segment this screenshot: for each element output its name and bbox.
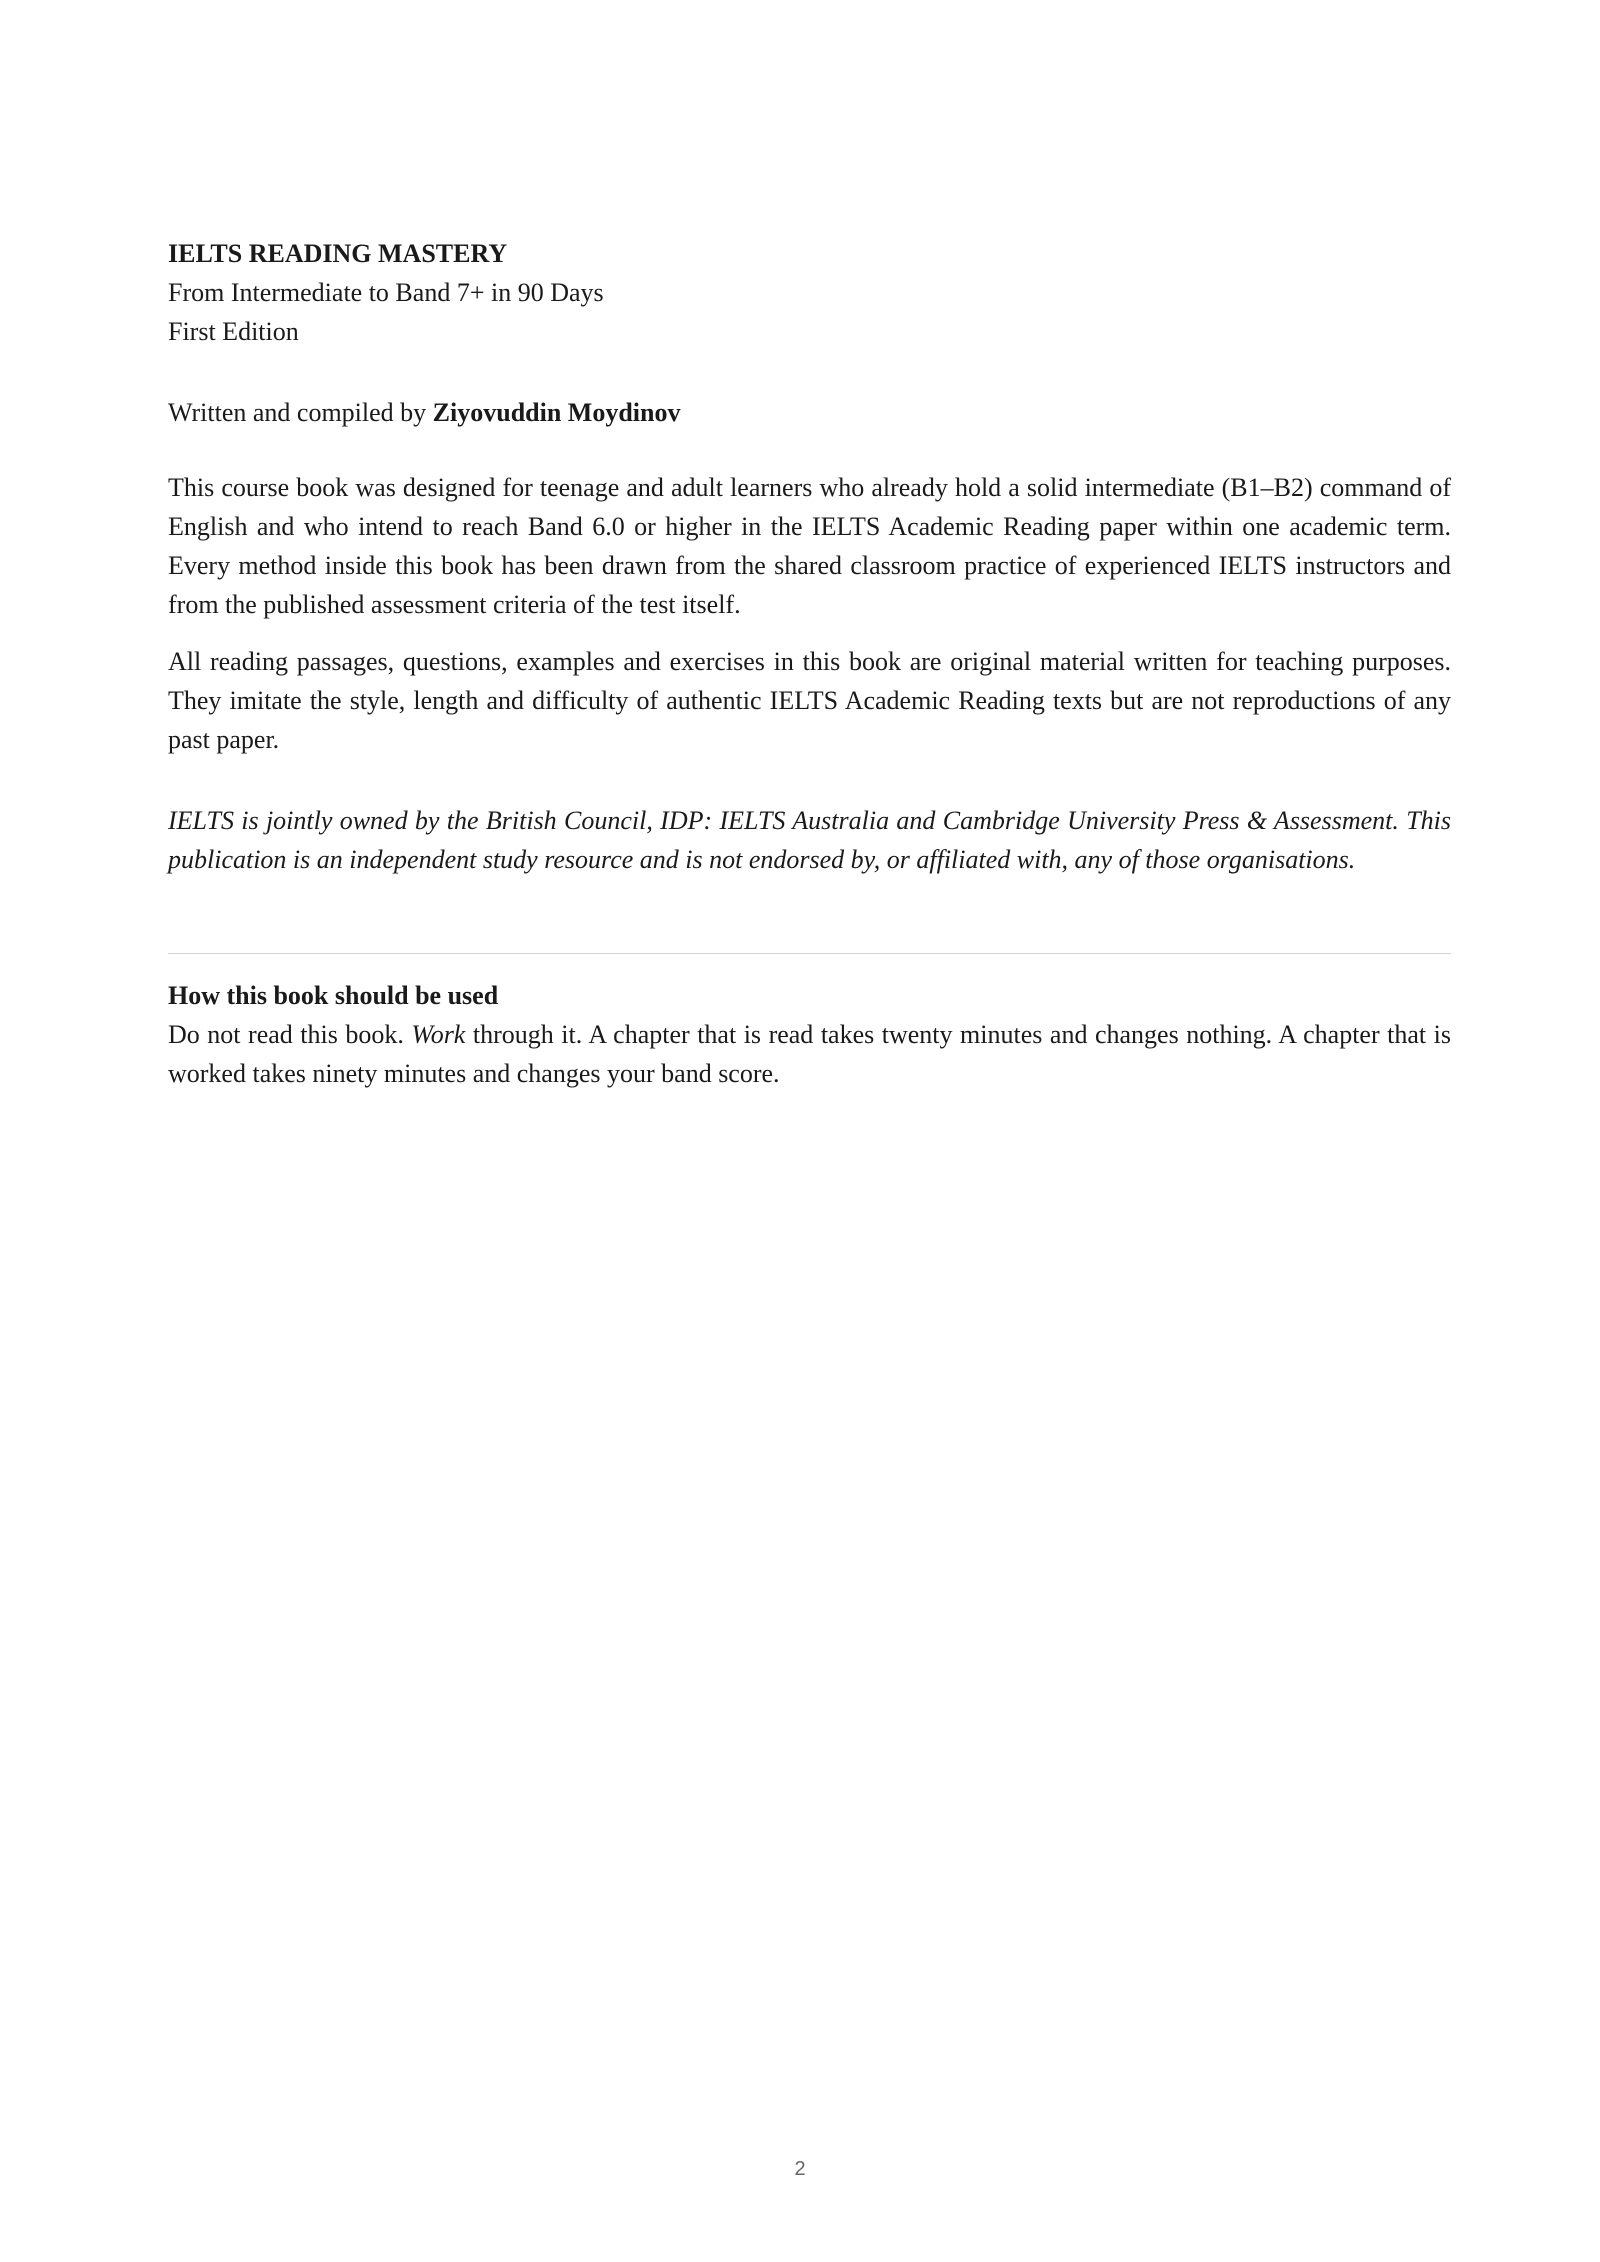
usage-text-after: through it. A chapter that is read takes twenty minutes and changes nothing. A chapter that is worked takes ninety minutes and changes your band score. (168, 1020, 1451, 1088)
usage-emphasis: Work (411, 1020, 466, 1049)
author-credit (168, 393, 1451, 432)
book-title: IELTS READING MASTERY (168, 239, 508, 268)
author-credit-prefix: Written and compiled by (168, 398, 433, 427)
usage-text-before: Do not read this book. (168, 1020, 412, 1049)
materials-paragraph: All reading passages, questions, examples and exercises in this book are original material written for teaching purposes. They imitate the style, length and difficulty of authentic IELTS Academic Reading texts but are not reproductions of any past paper. (168, 647, 1451, 754)
usage-heading: How this book should be used (168, 981, 499, 1010)
usage-body (168, 1015, 1451, 1093)
section-divider (168, 953, 1451, 954)
page-content (168, 234, 1451, 1093)
author-name: Ziyovuddin Moydinov (432, 398, 681, 427)
intro-paragraph: This course book was designed for teenage and adult learners who already hold a solid intermediate (B1–B2) command of English and who intend to reach Band 6.0 or higher in the IELTS Academic Reading paper within one academic term. Every method inside this book has been drawn from the shared classroom practice of experienced IELTS instructors and from the published assessment criteria of the test itself. (168, 473, 1451, 619)
book-subtitle: From Intermediate to Band 7+ in 90 Days (168, 278, 604, 307)
trademark-notice: IELTS is jointly owned by the British Council, IDP: IELTS Australia and Cambridge University Press & Assessment. This publication is an independent study resource and is not endorsed by, or affiliated with, any of those organisations. (168, 806, 1451, 874)
page-number: 2 (794, 2158, 806, 2180)
book-edition: First Edition (168, 317, 299, 346)
title-block (168, 234, 1451, 351)
